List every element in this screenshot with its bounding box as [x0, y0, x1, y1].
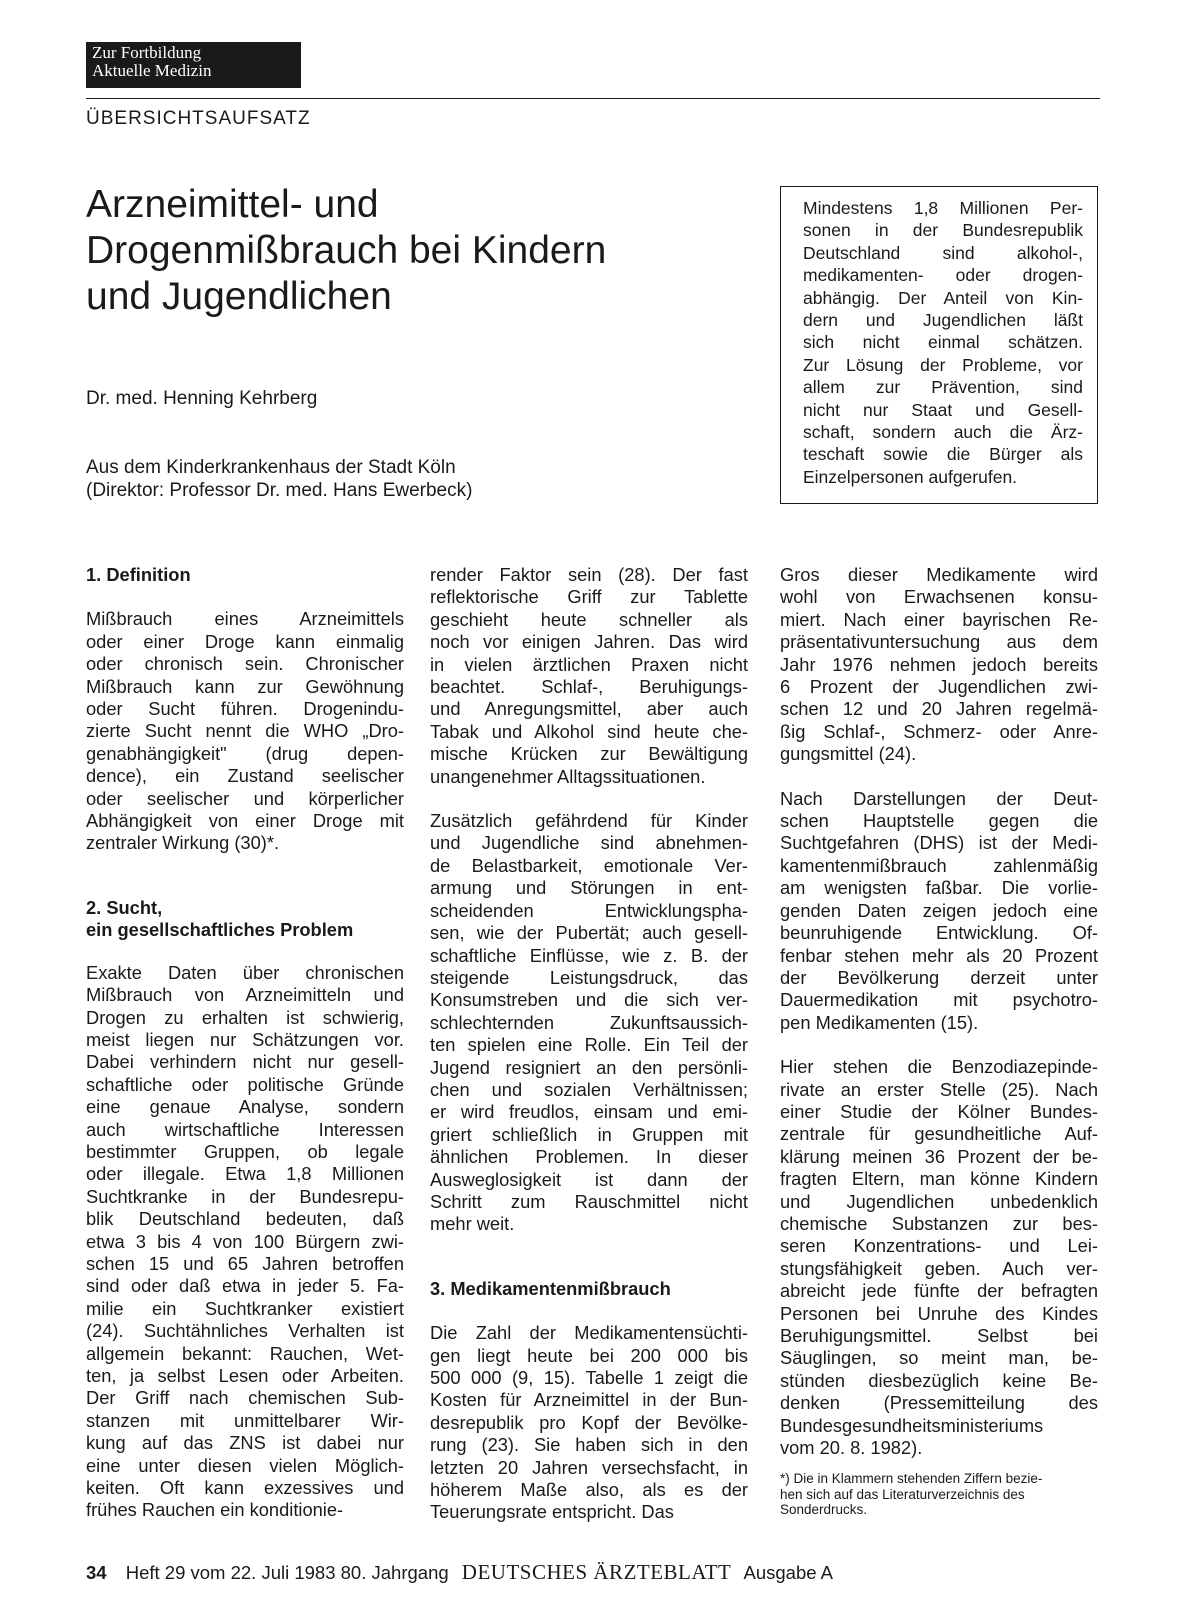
text-line: hen sich auf das Literaturverzeichnis des	[780, 1486, 1025, 1502]
abstract-box	[780, 186, 1098, 504]
text-line: und Jugendlichen unbedenklich	[780, 1190, 1098, 1212]
text-line: Kosten für Arzneimittel in der Bun-	[430, 1389, 748, 1411]
text-line: unangenehmer Alltagssituationen.	[430, 765, 706, 787]
issue-info: Heft 29 vom 22. Juli 1983 80. Jahrgang	[125, 1562, 449, 1583]
text-line: dern und Jugendlichen läßt	[803, 310, 1083, 331]
text-line: reflektorische Griff zur Tablette	[430, 586, 748, 608]
section-heading: ein gesellschaftliches Problem	[86, 919, 354, 941]
text-line: und Anregungsmittel, aber auch	[430, 698, 748, 720]
text-line: steigende Leistungsdruck, das	[430, 966, 748, 988]
text-line: beunruhigende Entwicklung. Of-	[780, 922, 1098, 944]
text-line: schlechternden Zukunftsaussich-	[430, 1011, 748, 1033]
text-line: denken (Pressemitteilung des	[780, 1392, 1098, 1414]
text-line: Jugend resigniert an den persönli-	[430, 1056, 748, 1078]
text-line: schaftliche oder politische Gründe	[86, 1073, 404, 1095]
text-line: sonen in der Bundesrepublik	[803, 220, 1083, 241]
text-line: render Faktor sein (28). Der fast	[430, 564, 748, 585]
article-title	[86, 182, 726, 320]
journal-name: DEUTSCHES ÄRZTEBLATT	[461, 1560, 732, 1584]
text-line: *) Die in Klammern stehenden Ziffern bezie-	[780, 1471, 1043, 1487]
text-line: Einzelpersonen aufgerufen.	[803, 466, 1018, 487]
text-line: Die Zahl der Medikamentensüchti-	[430, 1322, 748, 1344]
text-line: stungsfähigkeit geben. Auch ver-	[780, 1257, 1098, 1279]
text-line: Zur Lösung der Probleme, vor	[803, 354, 1083, 375]
text-line: sind oder daß etwa in jeder 5. Fa-	[86, 1275, 404, 1297]
section-label: ÜBERSICHTSAUFSATZ	[86, 108, 311, 129]
text-line: Gros dieser Medikamente wird	[780, 564, 1098, 585]
text-line: sen, wie der Pubertät; auch gesell-	[430, 922, 748, 944]
text-line: scheidenden Entwicklungspha-	[430, 899, 748, 921]
text-line: geschieht heute schneller als	[430, 608, 748, 630]
text-line: eine unter diesen vielen Möglich-	[86, 1454, 404, 1476]
badge-line-2: Aktuelle Medizin	[92, 61, 212, 80]
text-line: Nach Darstellungen der Deut-	[780, 787, 1098, 809]
affiliation-line: (Direktor: Professor Dr. med. Hans Ewerbeck)	[86, 480, 473, 501]
text-line: Dauermedikation mit psychotro-	[780, 989, 1098, 1011]
footnote	[780, 1471, 1098, 1518]
paragraph	[86, 608, 404, 854]
text-line: milie ein Suchtkranker existiert	[86, 1297, 404, 1319]
text-line: ten spielen eine Rolle. Ein Teil der	[430, 1034, 748, 1056]
text-line: gungsmittel (24).	[780, 743, 917, 765]
text-line: Suchtgefahren (DHS) ist der Medi-	[780, 832, 1098, 854]
text-line: Deutschland sind alkohol-,	[803, 242, 1083, 263]
text-line: Personen bei Unruhe des Kindes	[780, 1302, 1098, 1324]
badge-line-1: Zur Fortbildung	[92, 43, 202, 62]
section-badge	[86, 42, 301, 88]
affiliation	[86, 456, 472, 502]
title-line: und Jugendlichen	[86, 275, 392, 318]
text-line: genabhängigkeit" (drug depen-	[86, 742, 404, 764]
paragraph	[430, 810, 748, 1236]
paragraph	[780, 1056, 1098, 1459]
text-line: stünden diesbezüglich keine Be-	[780, 1369, 1098, 1391]
section-heading: 1. Definition	[86, 564, 191, 585]
text-line: er wird freudlos, einsam und emi-	[430, 1101, 748, 1123]
text-line: Jahr 1976 nehmen jedoch bereits	[780, 653, 1098, 675]
text-line: desrepublik pro Kopf der Bevölke-	[430, 1411, 748, 1433]
section-heading: 3. Medikamentenmißbrauch	[430, 1277, 671, 1299]
text-line: kamentenmißbrauch zahlenmäßig	[780, 854, 1098, 876]
text-line: oder seelischer und körperlicher	[86, 787, 404, 809]
text-line: oder Sucht führen. Drogenindu-	[86, 698, 404, 720]
text-line: Sonderdrucks.	[780, 1502, 868, 1518]
text-line: armung und Störungen in ent-	[430, 877, 748, 899]
text-line: pen Medikamenten (15).	[780, 1011, 979, 1033]
text-line: Abhängigkeit von einer Droge mit	[86, 810, 404, 832]
text-line: schen 15 und 65 Jahren betroffen	[86, 1252, 404, 1274]
text-line: zierte Sucht nennt die WHO „Dro-	[86, 720, 404, 742]
page-footer	[86, 1560, 833, 1585]
text-line: blik Deutschland bedeuten, daß	[86, 1208, 404, 1230]
text-line: am wenigsten faßbar. Die vorlie-	[780, 877, 1098, 899]
text-line: Dabei verhindern nicht nur gesell-	[86, 1051, 404, 1073]
text-line: oder chronisch sein. Chronischer	[86, 653, 404, 675]
text-line: chemische Substanzen zur bes-	[780, 1212, 1098, 1234]
column-1	[86, 564, 404, 1544]
paragraph	[86, 962, 404, 1522]
text-line: Hier stehen die Benzodiazepinde-	[780, 1056, 1098, 1078]
text-line: oder einer Droge kann einmalig	[86, 630, 404, 652]
text-line: vom 20. 8. 1982).	[780, 1437, 923, 1459]
text-line: Tabak und Alkohol sind heute che-	[430, 720, 748, 742]
text-line: präsentativuntersuchung aus dem	[780, 631, 1098, 653]
text-line: ßig Schlaf-, Schmerz- oder Anre-	[780, 720, 1098, 742]
top-rule	[86, 98, 1100, 99]
text-line: allgemein bekannt: Rauchen, Wet-	[86, 1342, 404, 1364]
text-line: Exakte Daten über chronischen	[86, 961, 404, 983]
text-line: Zusätzlich gefährdend für Kinder	[430, 810, 748, 832]
text-line: allem zur Prävention, sind	[803, 377, 1083, 398]
text-line: (24). Suchtähnliches Verhalten ist	[86, 1320, 404, 1342]
text-line: auch wirtschaftliche Interessen	[86, 1118, 404, 1140]
text-line: in vielen ärztlichen Praxen nicht	[430, 653, 748, 675]
section-heading: 2. Sucht,	[86, 896, 163, 918]
title-line: Drogenmißbrauch bei Kindern	[86, 229, 607, 272]
edition: Ausgabe A	[743, 1562, 833, 1583]
text-line: teschaft sowie die Bürger als	[803, 444, 1083, 465]
text-line: Suchtkranke in der Bundesrepu-	[86, 1185, 404, 1207]
text-line: Beruhigungsmittel. Selbst bei	[780, 1325, 1098, 1346]
text-line: eine genaue Analyse, sondern	[86, 1096, 404, 1118]
text-line: chen und sozialen Verhältnissen;	[430, 1078, 748, 1100]
text-line: miert. Nach einer bayrischen Re-	[780, 608, 1098, 630]
abstract-text	[803, 197, 1083, 488]
text-line: abhängig. Der Anteil von Kin-	[803, 287, 1083, 308]
text-line: Drogen zu erhalten ist schwierig,	[86, 1006, 404, 1028]
text-line: 500 000 (9, 15). Tabelle 1 zeigt die	[430, 1367, 748, 1388]
text-line: genden Daten zeigen jedoch eine	[780, 899, 1098, 921]
text-line: Mißbrauch kann zur Gewöhnung	[86, 675, 404, 697]
text-line: und Jugendliche sind abnehmen-	[430, 832, 748, 854]
text-line: Mißbrauch von Arzneimitteln und	[86, 984, 404, 1006]
text-line: schaft, sondern auch die Ärz-	[803, 422, 1083, 443]
text-line: schen 12 und 20 Jahren regelmä-	[780, 698, 1098, 720]
text-line: beachtet. Schlaf-, Beruhigungs-	[430, 676, 748, 698]
author: Dr. med. Henning Kehrberg	[86, 388, 318, 409]
text-line: Schritt zum Rauschmittel nicht	[430, 1190, 748, 1212]
text-line: fenbar stehen mehr als 20 Prozent	[780, 944, 1098, 966]
text-line: meist liegen nur Schätzungen vor.	[86, 1028, 404, 1050]
text-line: seren Konzentrations- und Lei-	[780, 1235, 1098, 1257]
text-line: medikamenten- oder drogen-	[803, 265, 1083, 286]
paragraph	[780, 788, 1098, 1034]
text-line: mehr weit.	[430, 1213, 515, 1235]
text-line: dence), ein Zustand seelischer	[86, 765, 404, 787]
text-line: Teuerungsrate entspricht. Das	[430, 1501, 674, 1523]
text-line: klärung meinen 36 Prozent der be-	[780, 1145, 1098, 1167]
text-line: oder illegale. Etwa 1,8 Millionen	[86, 1163, 404, 1185]
text-line: 6 Prozent der Jugendlichen zwi-	[780, 676, 1098, 698]
text-line: ähnlichen Problemen. In dieser	[430, 1146, 748, 1168]
text-line: nicht nur Staat und Gesell-	[803, 399, 1083, 420]
paragraph	[430, 564, 748, 788]
affiliation-line: Aus dem Kinderkrankenhaus der Stadt Köln	[86, 457, 456, 478]
text-line: Der Griff nach chemischen Sub-	[86, 1387, 404, 1409]
text-line: Säuglingen, so meint man, be-	[780, 1347, 1098, 1369]
paragraph	[780, 564, 1098, 766]
text-line: gen liegt heute bei 200 000 bis	[430, 1344, 748, 1366]
text-line: bestimmter Gruppen, ob legale	[86, 1140, 404, 1162]
text-line: letzten 20 Jahren versechsfacht, in	[430, 1456, 748, 1478]
text-line: Ausweglosigkeit ist dann der	[430, 1168, 748, 1190]
text-line: sich nicht einmal schätzen.	[803, 332, 1083, 353]
text-line: etwa 3 bis 4 von 100 Bürgern zwi-	[86, 1230, 404, 1252]
text-line: mische Krücken zur Bewältigung	[430, 743, 748, 765]
text-line: höherem Maße also, als es der	[430, 1479, 748, 1501]
text-line: Mindestens 1,8 Millionen Per-	[803, 198, 1083, 218]
text-line: einer Studie der Kölner Bundes-	[780, 1100, 1098, 1122]
text-line: griert schließlich in Gruppen mit	[430, 1123, 748, 1145]
text-line: kung auf das ZNS ist dabei nur	[86, 1432, 404, 1454]
column-2	[430, 564, 748, 1546]
page-number: 34	[86, 1562, 107, 1583]
text-line: wohl von Erwachsenen konsu-	[780, 586, 1098, 608]
text-line: zentrale für gesundheitliche Auf-	[780, 1123, 1098, 1145]
text-line: rung (23). Sie haben sich in den	[430, 1434, 748, 1456]
text-line: Bundesgesundheitsministeriums	[780, 1414, 1044, 1436]
text-line: keiten. Oft kann exzessives und	[86, 1477, 404, 1499]
text-line: noch vor einigen Jahren. Das wird	[430, 631, 748, 653]
text-line: Mißbrauch eines Arzneimittels	[86, 608, 404, 630]
paragraph	[430, 1322, 748, 1524]
text-line: schaftliche Einflüsse, wie z. B. der	[430, 944, 748, 966]
text-line: de Belastbarkeit, emotionale Ver-	[430, 854, 748, 876]
text-line: ten, ja selbst Lesen oder Arbeiten.	[86, 1365, 404, 1386]
text-line: der Bevölkerung derzeit unter	[780, 966, 1098, 988]
text-line: zentraler Wirkung (30)*.	[86, 832, 280, 854]
text-line: rivate an erster Stelle (25). Nach	[780, 1078, 1098, 1100]
text-line: frühes Rauchen ein konditionie-	[86, 1499, 344, 1521]
title-line: Arzneimittel- und	[86, 183, 379, 226]
text-line: abreicht jede fünfte der befragten	[780, 1280, 1098, 1302]
text-line: stanzen mit unmittelbarer Wir-	[86, 1409, 404, 1431]
text-line: Konsumstreben und die sich ver-	[430, 989, 748, 1011]
column-3	[780, 564, 1098, 1518]
text-line: schen Hauptstelle gegen die	[780, 810, 1098, 832]
text-line: fragten Eltern, man könne Kindern	[780, 1168, 1098, 1190]
